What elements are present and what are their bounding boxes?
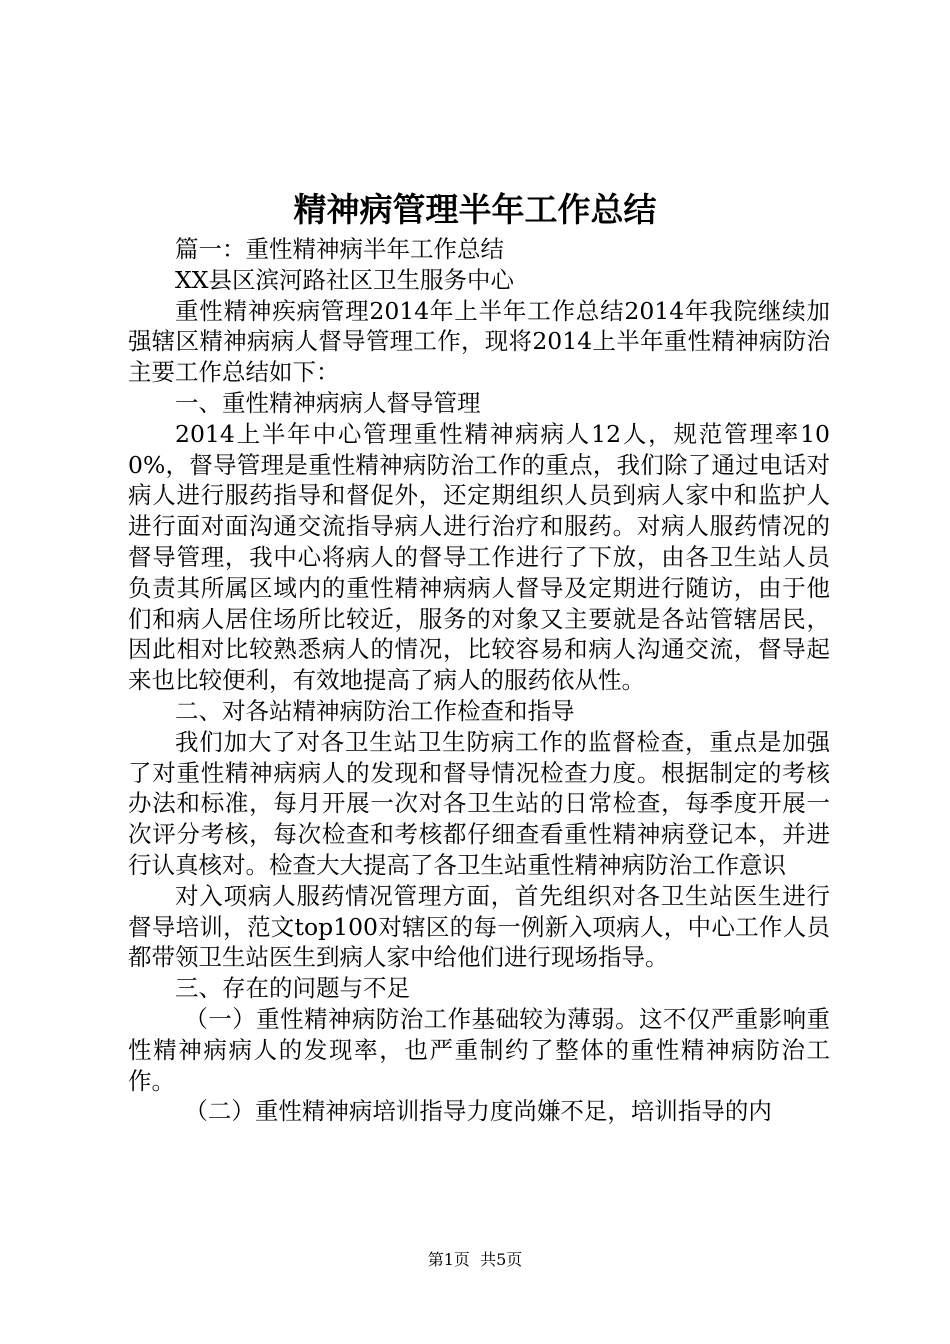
organization-name: XX县区滨河路社区卫生服务中心 [175, 265, 514, 294]
problem-item-2: （二）重性精神病培训指导力度尚嫌不足，培训指导的内 [184, 1097, 772, 1126]
section-heading-3: 三、存在的问题与不足 [175, 974, 410, 1003]
page-number-footer: 第1页 共5页 [427, 1250, 523, 1269]
section-heading-part-one: 篇一：重性精神病半年工作总结 [175, 235, 504, 263]
section-2-paragraph-1: 我们加大了对各卫生站卫生防病工作的监督检查，重点是加强了对重性精神病病人的发现和督导情况检查力度。根据制定的考核办法和标准，每月开展一次对各卫生站的日常检查，每季度开展一次评分考核，每次检查和考核都仔细查看重性精神病登记本，并进行认真核对。检查大大提高了各卫生站重性精神病防治工作意识 [128, 727, 830, 879]
section-2-paragraph-2: 对入项病人服药情况管理方面，首先组织对各卫生站医生进行督导培训，范文top100对辖区的每一例新入项病人，中心工作人员都带领卫生站医生到病人家中给他们进行现场指导。 [128, 881, 830, 972]
intro-paragraph: 重性精神疾病管理2014年上半年工作总结2014年我院继续加强辖区精神病病人督导管理工作，现将2014上半年重性精神病防治主要工作总结如下： [128, 296, 830, 387]
section-1-paragraph: 2014上半年中心管理重性精神病病人12人，规范管理率100%，督导管理是重性精神病防治工作的重点，我们除了通过电话对病人进行服药指导和督促外，还定期组织人员到病人家中和监护人进行面对面沟通交流指导病人进行治疗和服药。对病人服药情况的督导管理，我中心将病人的督导工作进行了下放，由各卫生站人员负责其所属区域内的重性精神病病人督导及定期进行随访，由于他们和病人居住场所比较近，服务的对象又主要就是各站管辖居民，因此相对比较熟悉病人的情况，比较容易和病人沟通交流，督导起来也比较便利，有效地提高了病人的服药依从性。 [128, 419, 830, 695]
section-heading-1: 一、重性精神病病人督导管理 [175, 388, 481, 417]
section-heading-2: 二、对各站精神病防治工作检查和指导 [175, 696, 575, 725]
document-body [128, 234, 830, 1127]
document-title: 精神病管理半年工作总结 [293, 190, 657, 229]
problem-item-1: （一）重性精神病防治工作基础较为薄弱。这不仅严重影响重性精神病病人的发现率，也严重制约了整体的重性精神病防治工作。 [128, 1004, 830, 1095]
